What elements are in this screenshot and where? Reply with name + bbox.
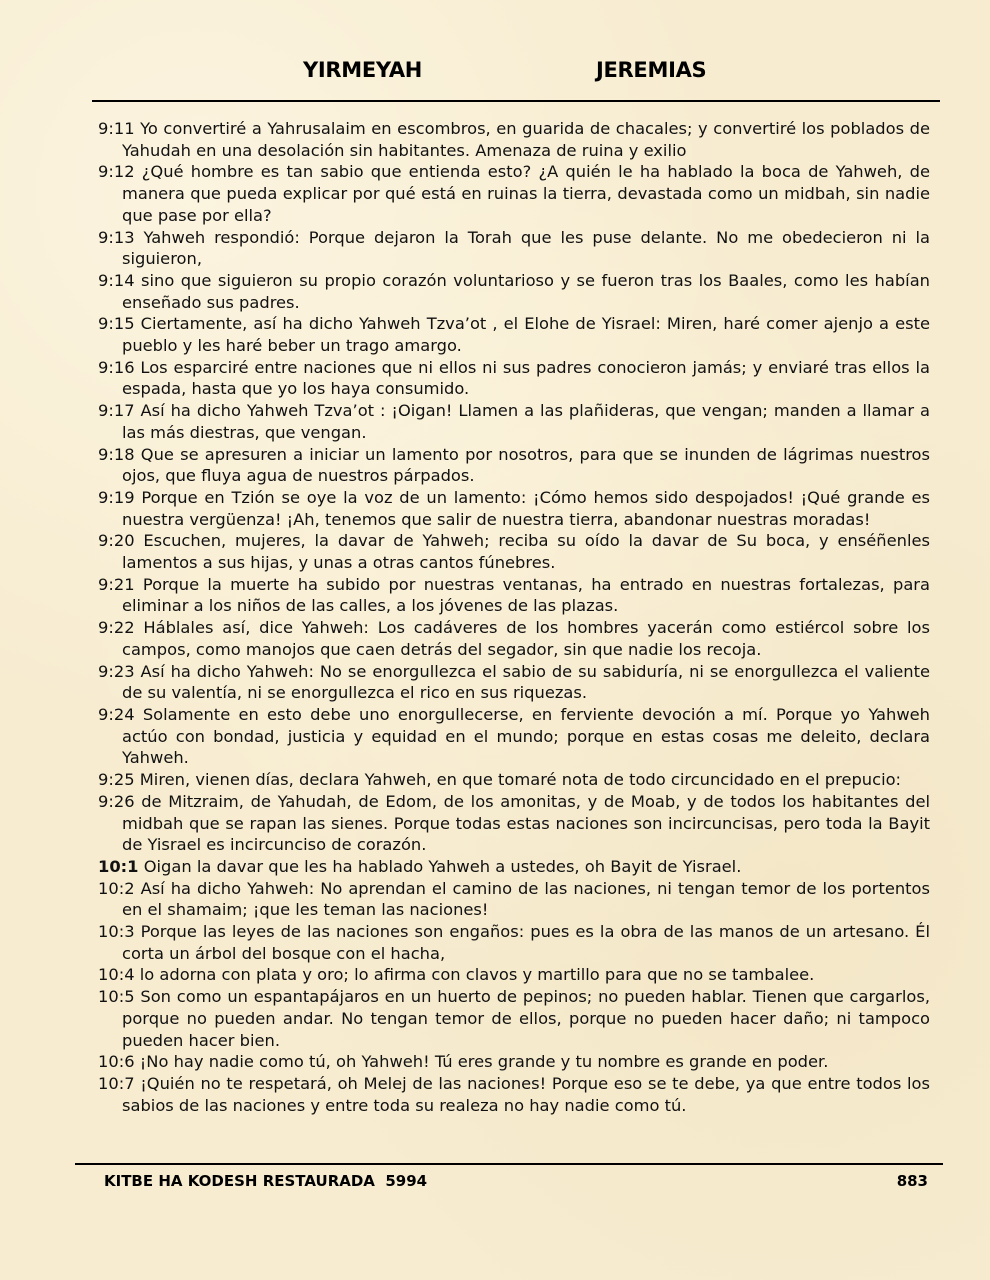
- verse-number: 9:17: [98, 401, 135, 421]
- verse-number: 9:26: [98, 791, 135, 811]
- footer-divider: [75, 1163, 943, 1165]
- verse: [98, 791, 930, 856]
- verse-number: 10:5: [98, 987, 135, 1007]
- verse: [98, 313, 930, 356]
- verse: [98, 986, 930, 1051]
- header-divider: [92, 100, 940, 102]
- running-header: [0, 58, 990, 92]
- verse-number: 9:18: [98, 444, 135, 464]
- verse-text: Así ha dicho Yahweh Tzva’ot : ¡Oigan! Llamen a las plañideras, que vengan; manden a llamar a las más diestras, que vengan.: [122, 401, 930, 442]
- verse-number: 9:25: [98, 770, 135, 790]
- verse-text: Escuchen, mujeres, la davar de Yahweh; reciba su oído la davar de Su boca, y enséñenles lamentos a sus hijas, y unas a otras cantos fúnebres.: [122, 531, 930, 573]
- verse-text: de Mitzraim, de Yahudah, de Edom, de los amonitas, y de Moab, y de todos los habitantes del midbah que se rapan las sienes. Porque todas estas naciones son incircuncisas, pero toda la Bayit de Yisrael es incircunciso de corazón.: [122, 791, 930, 855]
- verse-text: Solamente en esto debe uno enorgullecerse, en ferviente devoción a mí. Porque yo Yahweh actúo con bondad, justicia y equidad en el mundo; porque en estas cosas me deleito, declara Yahweh.: [122, 704, 930, 768]
- verse-text: Son como un espantapájaros en un huerto de pepinos; no pueden hablar. Tienen que cargarlos, porque no pueden andar. No tengan temor de ellos, porque no pueden hacer daño; ni tampoco pueden hacer bien.: [122, 987, 930, 1050]
- verse-text: Oigan la davar que les ha hablado Yahweh a ustedes, oh Bayit de Yisrael.: [143, 856, 742, 876]
- verse-number: 9:13: [98, 227, 135, 247]
- verse: [98, 769, 930, 791]
- verse: [98, 227, 930, 270]
- verse-text: Miren, vienen días, declara Yahweh, en que tomaré nota de todo circuncidado en el prepucio:: [139, 770, 902, 790]
- header-spanish-title: JEREMIAS: [596, 58, 707, 82]
- verse-number: 9:12: [98, 162, 135, 182]
- verse-text: ¡Quién no te respetará, oh Melej de las naciones! Porque eso se te debe, ya que entre todos los sabios de las naciones y entre toda su realeza no hay nadie como tú.: [122, 1073, 930, 1115]
- verse: [98, 161, 930, 226]
- verse-number: 10:7: [98, 1073, 135, 1093]
- verse-text: Yo convertiré a Yahrusalaim en escombros, en guarida de chacales; y convertiré los poblados de Yahudah en una desolación sin habitantes. Amenaza de ruina y exilio: [122, 119, 930, 160]
- verse: [98, 878, 930, 921]
- verse-number: 9:22: [98, 618, 135, 638]
- verse: [98, 444, 930, 487]
- verse-number: 10:1: [98, 856, 139, 876]
- footer-book-title: KITBE HA KODESH RESTAURADA 5994: [104, 1172, 428, 1190]
- verse-text: Los esparciré entre naciones que ni ellos ni sus padres conocieron jamás; y enviaré tras ellos la espada, hasta que yo los haya consumido.: [122, 357, 930, 399]
- verse-text: ¡No hay nadie como tú, oh Yahweh! Tú eres grande y tu nombre es grande en poder.: [139, 1052, 829, 1072]
- verse: [98, 400, 930, 443]
- verse: [98, 530, 930, 573]
- verse-number: 9:24: [98, 704, 135, 724]
- verse: [98, 118, 930, 161]
- verse-text: Porque en Tzión se oye la voz de un lamento: ¡Cómo hemos sido despojados! ¡Qué grande es nuestra vergüenza! ¡Ah, tenemos que salir de nuestra tierra, abandonar nuestras moradas!: [122, 487, 930, 529]
- verse: [98, 270, 930, 313]
- verse: [98, 617, 930, 660]
- verse: [98, 661, 930, 704]
- header-hebrew-title: YIRMEYAH: [303, 58, 423, 82]
- verse-number: 9:15: [98, 314, 135, 334]
- verse-number: 9:20: [98, 531, 135, 551]
- verse: [98, 357, 930, 400]
- verse-number: 9:14: [98, 270, 135, 290]
- verse: [98, 574, 930, 617]
- verse-text: Háblales así, dice Yahweh: Los cadáveres de los hombres yacerán como estiércol sobre los campos, como manojos que caen detrás del segador, sin que nadie los recoja.: [122, 618, 930, 659]
- verse-number: 10:2: [98, 878, 135, 898]
- verse-number: 9:11: [98, 119, 135, 138]
- verse-text: lo adorna con plata y oro; lo afirma con clavos y martillo para que no se tambalee.: [139, 965, 815, 985]
- verse-number: 9:16: [98, 357, 135, 377]
- verse-text: Yahweh respondió: Porque dejaron la Torah que les puse delante. No me obedecieron ni la siguieron,: [122, 227, 930, 269]
- verse-text: sino que siguieron su propio corazón voluntarioso y se fueron tras los Baales, como les habían enseñado sus padres.: [122, 270, 930, 312]
- verse: [98, 704, 930, 769]
- verse-number: 10:6: [98, 1052, 135, 1072]
- verse-text: ¿Qué hombre es tan sabio que entienda esto? ¿A quién le ha hablado la boca de Yahweh, de manera que pueda explicar por qué está en ruinas la tierra, devastada como un midbah, sin nadie que pase por ella?: [122, 162, 930, 225]
- verse: [98, 964, 930, 986]
- verse-text: Porque la muerte ha subido por nuestras ventanas, ha entrado en nuestras fortalezas, para eliminar a los niños de las calles, a los jóvenes de las plazas.: [122, 574, 930, 616]
- verse-number: 10:4: [98, 965, 135, 985]
- verse-number: 9:21: [98, 574, 135, 594]
- verse-number: 10:3: [98, 922, 135, 942]
- verse: [98, 856, 930, 878]
- verse: [98, 921, 930, 964]
- verse-number: 9:19: [98, 487, 135, 507]
- verse-text: Porque las leyes de las naciones son engaños: pues es la obra de las manos de un artesano. Él corta un árbol del bosque con el hacha,: [122, 922, 930, 963]
- verse-text: Ciertamente, así ha dicho Yahweh Tzva’ot , el Elohe de Yisrael: Miren, haré comer ajenjo a este pueblo y les haré beber un trago amargo.: [122, 314, 930, 356]
- verse: [98, 487, 930, 530]
- verse: [98, 1051, 930, 1073]
- verse: [98, 1073, 930, 1116]
- page-number: 883: [896, 1172, 928, 1190]
- verse-text: Así ha dicho Yahweh: No se enorgullezca el sabio de su sabiduría, ni se enorgullezca el valiente de su valentía, ni se enorgullezca el rico en sus riquezas.: [122, 661, 930, 703]
- verse-text: Que se apresuren a iniciar un lamento por nosotros, para que se inunden de lágrimas nuestros ojos, que fluya agua de nuestros párpados.: [122, 444, 930, 486]
- verse-list: [98, 118, 930, 1116]
- verse-text: Así ha dicho Yahweh: No aprendan el camino de las naciones, ni tengan temor de los portentos en el shamaim; ¡que les teman las naciones!: [122, 878, 930, 920]
- verse-number: 9:23: [98, 661, 135, 681]
